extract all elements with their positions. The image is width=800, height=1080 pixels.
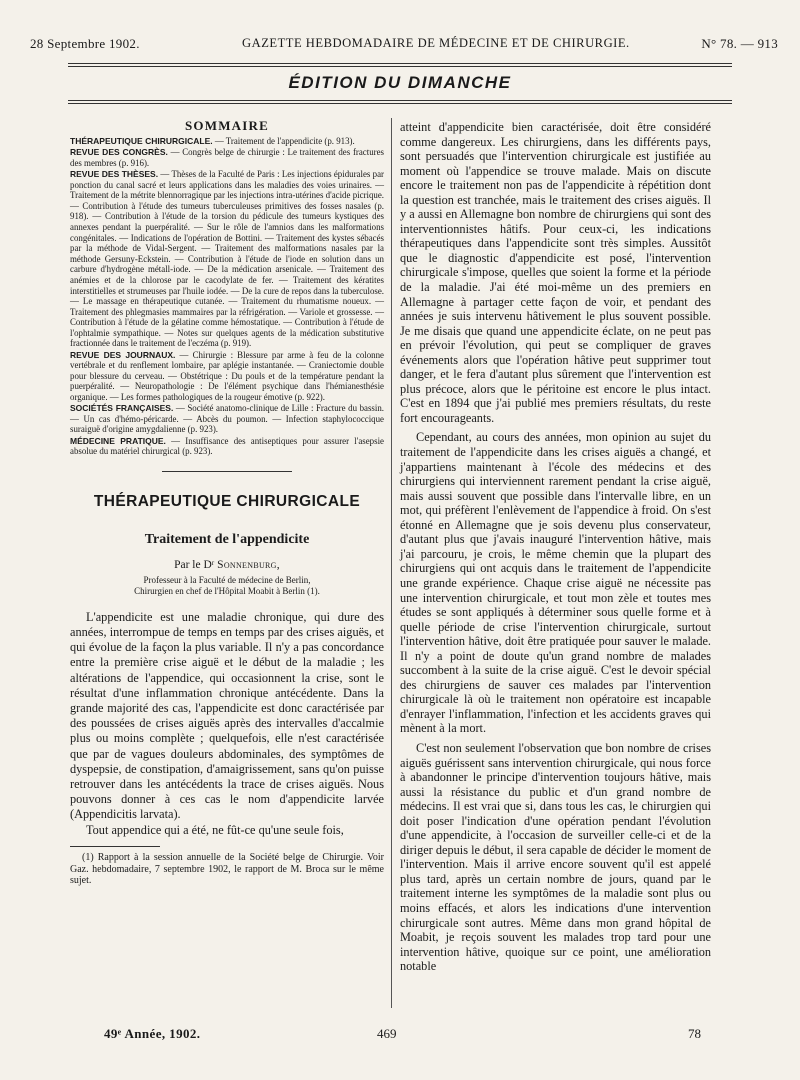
- sommaire-entry-text: — Société anatomo-clinique de Lille : Fracture du bassin. — Un cas d'hémo-péricarde. — Abcès du poumon. — Infection staphylococcique suraiguë d'origine amygdalienne (p. 923).: [70, 403, 384, 435]
- volume-line: 49ᵉ Année, 1902.: [104, 1026, 201, 1041]
- running-head: [30, 36, 778, 54]
- article-body-left: [70, 610, 384, 838]
- sommaire-entry-text: — Insuffisance des antiseptiques pour assurer l'asepsie absolue du matériel chirurgical (p. 923).: [70, 435, 384, 457]
- column-divider: [391, 118, 392, 1008]
- sommaire-entry-text: — Congrès belge de chirurgie : Le traitement des fractures des membres (p. 916).: [70, 147, 384, 168]
- author-name: Sonnenburg,: [217, 558, 280, 571]
- sommaire-entry-head: MÉDECINE PRATIQUE.: [70, 435, 166, 446]
- sommaire-entry-head: SOCIÉTÉS FRANÇAISES.: [70, 403, 174, 414]
- sommaire-entry: [70, 436, 384, 457]
- header-rule: [68, 100, 732, 101]
- byline: [70, 559, 384, 571]
- sommaire-entry-text: — Thèses de la Faculté de Paris : Les injections épidurales par ponction du canal sacré et leurs applications dans les maladies des voies urinaires. — Traitement de la métrite blennorragique par les injections intra-utérines d'acide picrique. — Contribution à l'étude des tumeurs tuberculeuses primitives des fosses nasales (p. 918). — Contribution à l'étude de la torsion du pédicule des tumeurs kystiques des annexes pendant la puerpéralité. — Sur le rôle de l'amnios dans les malformations congénitales. — Indications de l'opération de Bottini. — Traitement des kystes sébacés par la méthode de Vidal-Sergent. — Traitement des malformations nasales par la méthode Gersuny-Eckstein. — Contribution à l'étude de l'iode en solution dans un carbure d'hydrogène métall-iode. — De la médication arsenicale. — Traitement des anémies et de la chlorose par le cacodylate de fer. — Traitement des kératites interstitielles et strumeuses par l'huile iodée. — De la cure de repos dans la tuberculose. — Le massage en thérapeutique cutanée. — Traitement du rhumatisme noueux. — Traitement des phlegmasies mammaires par la réfrigération. — Variole et grossesse. — Contribution à l'étude de la gélatine comme hémostatique. — Contribution à l'étude de l'ophtalmie sympathique. — Notes sur quelques agents de la médication substitutive fractionnée dans le traitement de l'eczéma (p. 919).: [70, 168, 384, 349]
- issue-page-number: N° 78. — 913: [701, 36, 778, 51]
- body-paragraph: Cependant, au cours des années, mon opinion au sujet du traitement de l'appendicite dans les crises aiguës a changé, et j'appartiens maintenant à l'école des médecins et des chirurgiens qui interviennent rarement pendant la crise aiguë, mais aussi souvent que possible dans l'intervalle libre, en un mot, qui préfèrent l'enlèvement de l'appendice à froid. On s'est étonné en Allemagne que je sois devenu plus conservateur, d'autant plus que j'avais inauguré l'intervention hâtive, mais j'ai parcouru, je crois, le même chemin que la plupart des chirurgiens qui ont acquis dans le traitement de l'appendicite une grande expérience. Chaque crise aiguë ne nécessite pas une intervention chirurgicale, et tout mon zèle et toutes mes études se sont appliqués à déterminer sous quelle forme et à quelle période de crise l'intervention chirurgicale, surtout l'intervention hâtive, doit être pratiquée pour sauver le malade. Il n'y a point de doute qu'un grand nombre de malades succombent à la suite de la crise aiguë. C'est le devoir spécial des chirurgiens de sauver ces malades par l'intervention chirurgicale là où le traitement non opératoire est incapable d'enrayer l'inflammation, l'infection et les accidents graves qui mènent à la mort.: [400, 430, 711, 736]
- affiliation-line: Professeur à la Faculté de médecine de Berlin,: [143, 574, 311, 585]
- footnote-rule: [70, 846, 160, 847]
- sommaire-entry: [70, 350, 384, 403]
- header-rule: [68, 103, 732, 104]
- left-column: [70, 118, 384, 887]
- article-body-right: [400, 120, 711, 974]
- sommaire-entry-head: REVUE DES CONGRÈS.: [70, 147, 168, 158]
- sommaire-title: SOMMAIRE: [185, 118, 269, 133]
- issue-date: 28 Septembre 1902.: [30, 36, 140, 51]
- body-paragraph: atteint d'appendicite bien caractérisée, doit être considéré comme dangereux. Les chirurgiens, dans les différents pays, sont persuadés que l'intervention chirurgicale est justifiée au moment où l'appendice se trouve malade. Mais on discute encore le traitement non pas de l'appendicite à répétition dont la question est tranchée, mais le traitement des crises aiguës. Il y a aussi en Allemagne bon nombre de chirurgiens qui sont des interventionnistes hâtifs. Pour ceux-ci, les indications thérapeutiques dans l'appendicite sont très simples. Aussitôt que le diagnostic d'appendicite est posé, l'intervention chirurgicale s'impose, quelles que soient la forme et la période de la maladie. J'ai été moi-même un des premiers en Allemagne à partager cette façon de voir, et pendant des années je suis intervenu hâtivement le plus souvent possible. Je me disais que quand une appendicite éclate, on ne peut pas en prévoir l'évolution, qui peut se compliquer de graves événements alors que l'opération hâtive peut supprimer tout danger, et le fera d'autant plus sûrement que l'intervention est plus précoce, alors que le péritoine est encore le plus intact. C'est en 1894 que j'ai publié mes premiers résultats, du reste fort encourageants.: [400, 120, 711, 425]
- body-paragraph: L'appendicite est une maladie chronique, qui dure des années, interrompue de temps en temps par des crises aiguës, et qui évolue de la façon la plus variable. Il n'y a pas concordance entre la première crise aiguë et le début de la maladie ; les altérations de l'appendice, qui occasionnent la crise, sont le résultat d'une inflammation chronique antécédente. Dans la grande majorité des cas, l'appendicite est donc caractérisée par des poussées de crises aiguës après des intervalles d'accalmie plus ou moins complète ; quelquefois, elle n'est caractérisée que par de vagues douleurs abdominales, des symptômes de dyspepsie, de constipation, d'amaigrissement, sans qu'on puisse retrouver dans les antécédents la trace de crises aiguës. Nous pouvons donner à ces cas le nom d'appendicite larvée (Appendicitis larvata).: [70, 609, 384, 822]
- header-rule: [68, 66, 732, 67]
- author-affiliation: [70, 575, 384, 597]
- byline-prefix: Par le Dʳ: [174, 558, 215, 571]
- body-paragraph: Tout appendice qui a été, ne fût-ce qu'une seule fois,: [86, 822, 344, 837]
- footnote: (1) Rapport à la session annuelle de la Société belge de Chirurgie. Voir Gaz. hebdomadaire, 7 septembre 1902, le rapport de M. Broca sur le même sujet.: [70, 851, 384, 887]
- header-rule: [68, 63, 732, 64]
- issue-number: 78: [688, 1026, 701, 1041]
- sequence-page-number: 469: [377, 1026, 397, 1041]
- sommaire-entry: [70, 403, 384, 435]
- affiliation-line: Chirurgien en chef de l'Hôpital Moabit à Berlin (1).: [134, 585, 320, 596]
- sommaire-entry: [70, 169, 384, 349]
- right-column: [400, 120, 711, 974]
- section-separator: [162, 471, 292, 472]
- sommaire-entry-head: THÉRAPEUTIQUE CHIRURGICALE.: [70, 136, 213, 146]
- sommaire-entry-head: REVUE DES JOURNAUX.: [70, 349, 176, 360]
- journal-title: GAZETTE HEBDOMADAIRE DE MÉDECINE ET DE CHIRURGIE.: [242, 36, 630, 50]
- sommaire-entry: [70, 136, 384, 147]
- section-title: THÉRAPEUTIQUE CHIRURGICALE: [93, 492, 361, 510]
- sommaire-entry-text: — Traitement de l'appendicite (p. 913).: [212, 136, 355, 146]
- sommaire-entry: [70, 147, 384, 168]
- sommaire-entry-text: — Chirurgie : Blessure par arme à feu de la colonne vertébrale et du renflement lombaire, par aplégie instantanée. — Craniectomie double pour blessure du cerveau. — Obstétrique : Du pouls et de la température pendant la puerpéralité. — Neuropathologie : De l'élément psychique dans l'hémianesthésie organique. — Les formes pathologiques de la rougeur émotive (p. 922).: [70, 349, 384, 403]
- article-title: Traitement de l'appendicite: [144, 531, 310, 547]
- body-paragraph: C'est non seulement l'observation que bon nombre de crises aiguës guérissent sans intervention chirurgicale, qui nous force à abandonner le principe d'intervention toujours hâtive, mais aussi la résistance du public et d'un grand nombre de médecins. Il est vrai que si, dans tous les cas, le chirurgien qui doit poser l'indication d'une opération pendant l'évolution d'une appendicite, à l'occasion de surveiller celle-ci et de la diriger depuis le début, il sera capable de décider le moment de l'intervention. Mais il arrive encore souvent qu'il est appelé plus tard, après un certain nombre de jours, quand par le traitement interne les symptômes de la maladie sont plus ou moins effacés, et alors les indications d'une intervention chirurgicale sont autres. Même dans mon grand hôpital de Moabit, je reçois souvent les malades trop tard pour une intervention hâtive, quoique sur ce point, une amélioration notable: [400, 740, 711, 974]
- sommaire-entry-head: REVUE DES THÈSES.: [70, 168, 159, 179]
- sommaire-block: [70, 118, 384, 457]
- edition-banner: ÉDITION DU DIMANCHE: [288, 73, 512, 92]
